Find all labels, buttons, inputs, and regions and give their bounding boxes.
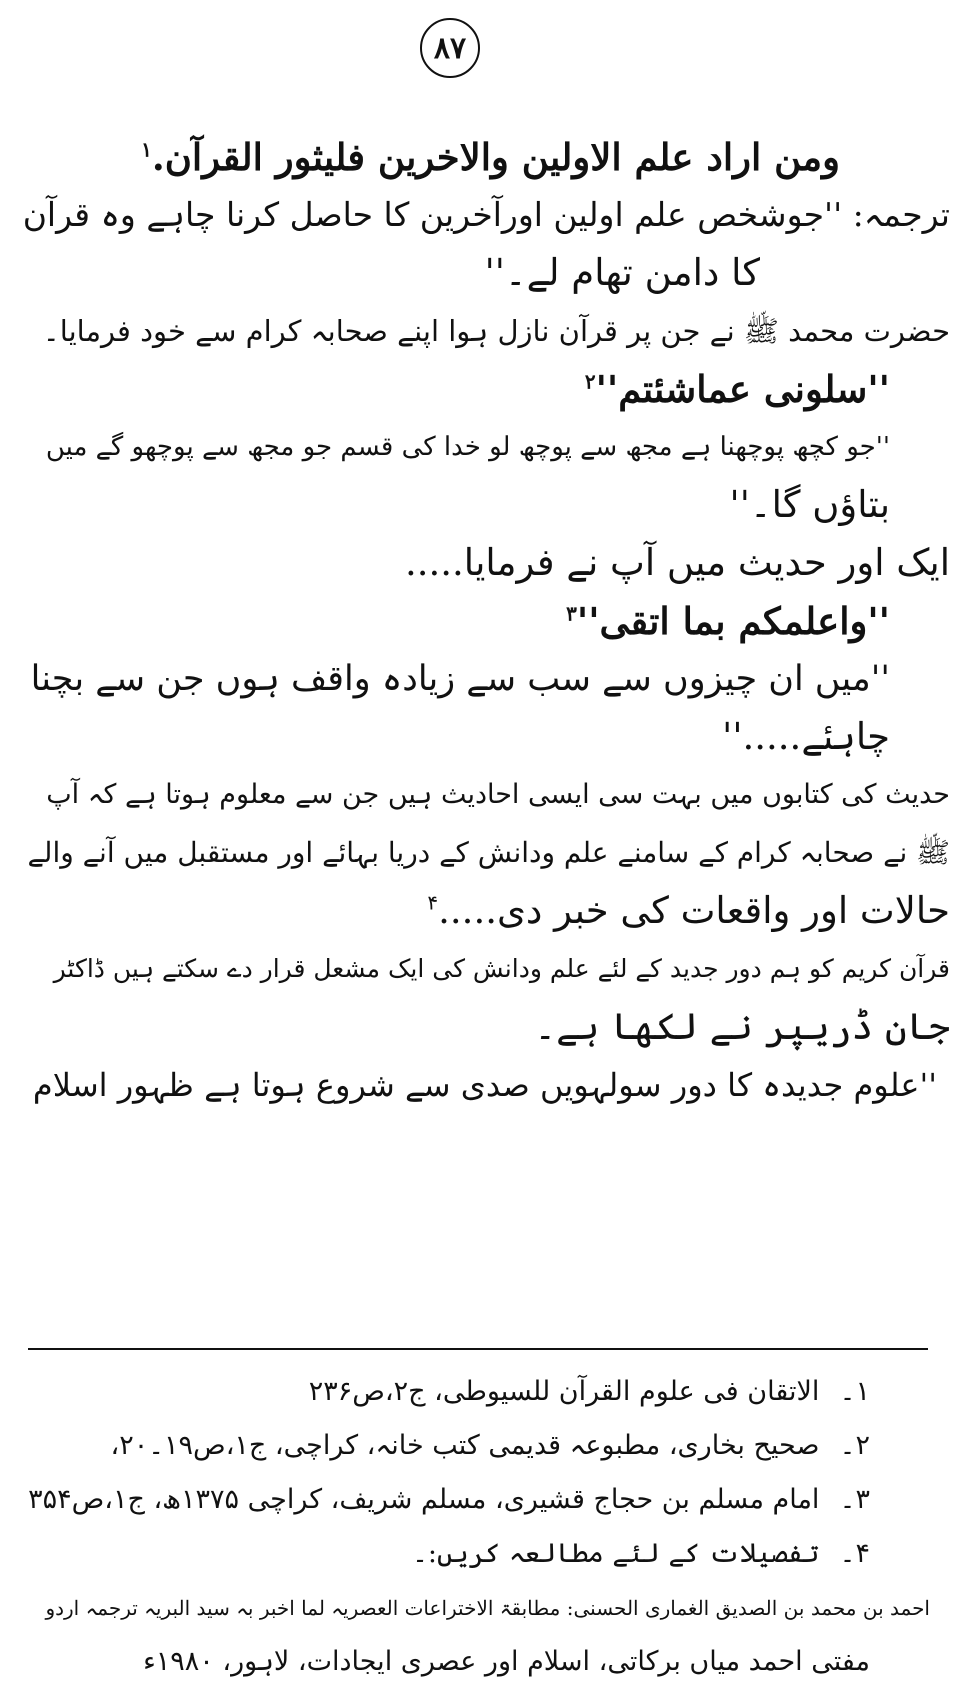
text-line: ''میں ان چیزوں سے سب سے زیادہ واقف ہوں جن سے بچنا [30, 659, 890, 699]
text-line: ''واعلمکم بما $اتقی''^۳$ [566, 599, 890, 643]
footnote [20, 1527, 930, 1581]
text-line: کا دامن تھام لے۔'' [484, 251, 760, 294]
footnote [20, 1365, 930, 1419]
text-line: ایک اور حدیث میں آپ نے فرمایا..... [404, 541, 950, 584]
footnote-ref: ۳ [566, 601, 577, 626]
text-line: ﷺ نے صحابہ کرام کے سامنے علم ودانش کے دریا بہائے اور مستقبل میں آنے والے [27, 836, 950, 869]
footnote-text: مفتی احمد میاں برکاتی، اسلام اور عصری ایجادات، لاہور، ۱۹۸۰ء [143, 1646, 870, 1677]
footnote-text: الاتقان فی علوم القرآن للسیوطی، ج۲،ص۲۳۶ [308, 1376, 820, 1407]
text-line: ترجمہ: ''جوشخص علم اولین اورآخرین کا حاصل کرنا چاہے وہ قرآن [22, 195, 950, 234]
footnote [20, 1473, 930, 1527]
footnote-number: ۲۔ [839, 1430, 870, 1461]
text-line: ''جو کچھ پوچھنا ہے مجھ سے پوچھ لو خدا کی قسم جو مجھ سے پوچھو گے میں [45, 432, 890, 462]
footnote-ref: ۱ [141, 137, 152, 162]
footnote-text: احمد بن محمد بن الصدیق الغماری الحسنی: مطابقۃ الاختراعات العصریہ لما اخبر بہ سید البریہ ترجمہ اردو [45, 1596, 930, 1620]
text-line: ''سلونی $عماشئتم''^۲$ [584, 367, 890, 411]
footnote-continuation [20, 1635, 930, 1689]
text-line: ومن اراد علم الاولین والاخرین فلیثور القرآن.$^۱$ [141, 135, 840, 179]
main-text [20, 128, 950, 1114]
footnote-text: تفصیلات کے لئے مطالعہ کریں:۔ [412, 1538, 820, 1569]
text-line: بتاؤں گا۔'' [729, 483, 890, 526]
text-line: جان ڈریپر نے لکھا ہے۔ [534, 1005, 950, 1048]
footnote-text: صحیح بخاری، مطبوعہ قدیمی کتب خانہ، کراچی، ج۱،ص۱۹۔۲۰، [110, 1430, 820, 1461]
text-line: ''علوم جدیدہ کا دور سولہویں صدی سے شروع ہوتا ہے ظہور اسلام [32, 1066, 938, 1104]
text-line: حضرت محمد ﷺ نے جن پر قرآن نازل ہوا اپنے صحابہ کرام سے خود فرمایا۔ [42, 314, 950, 348]
page-number: ۸۷ [420, 18, 480, 78]
text-line: حدیث کی کتابوں میں بہت سی ایسی احادیث ہیں جن سے معلوم ہوتا ہے کہ آپ [46, 779, 950, 810]
footnote-ref: ۲ [584, 369, 596, 394]
footnote-ref: ۴ [427, 890, 439, 915]
text-line: حالات اور واقعات کی خبر دی.....$^۴$ [427, 889, 950, 932]
footnote-number: ۱۔ [839, 1376, 870, 1407]
footnotes [20, 1365, 930, 1689]
footnote-text: امام مسلم بن حجاج قشیری، مسلم شریف، کراچی ۱۳۷۵ھ، ج۱،ص۳۵۴ [28, 1484, 820, 1515]
footnote-number: ۳۔ [839, 1484, 870, 1515]
text-line: چاہئے.....'' [722, 715, 890, 758]
footnote [20, 1419, 930, 1473]
footnote-divider [28, 1348, 928, 1350]
footnote-number: ۴۔ [839, 1538, 870, 1569]
text-line: قرآن کریم کو ہم دور جدید کے لئے علم ودانش کی ایک مشعل قرار دے سکتے ہیں ڈاکٹر [53, 954, 950, 983]
footnote-continuation [20, 1581, 930, 1635]
